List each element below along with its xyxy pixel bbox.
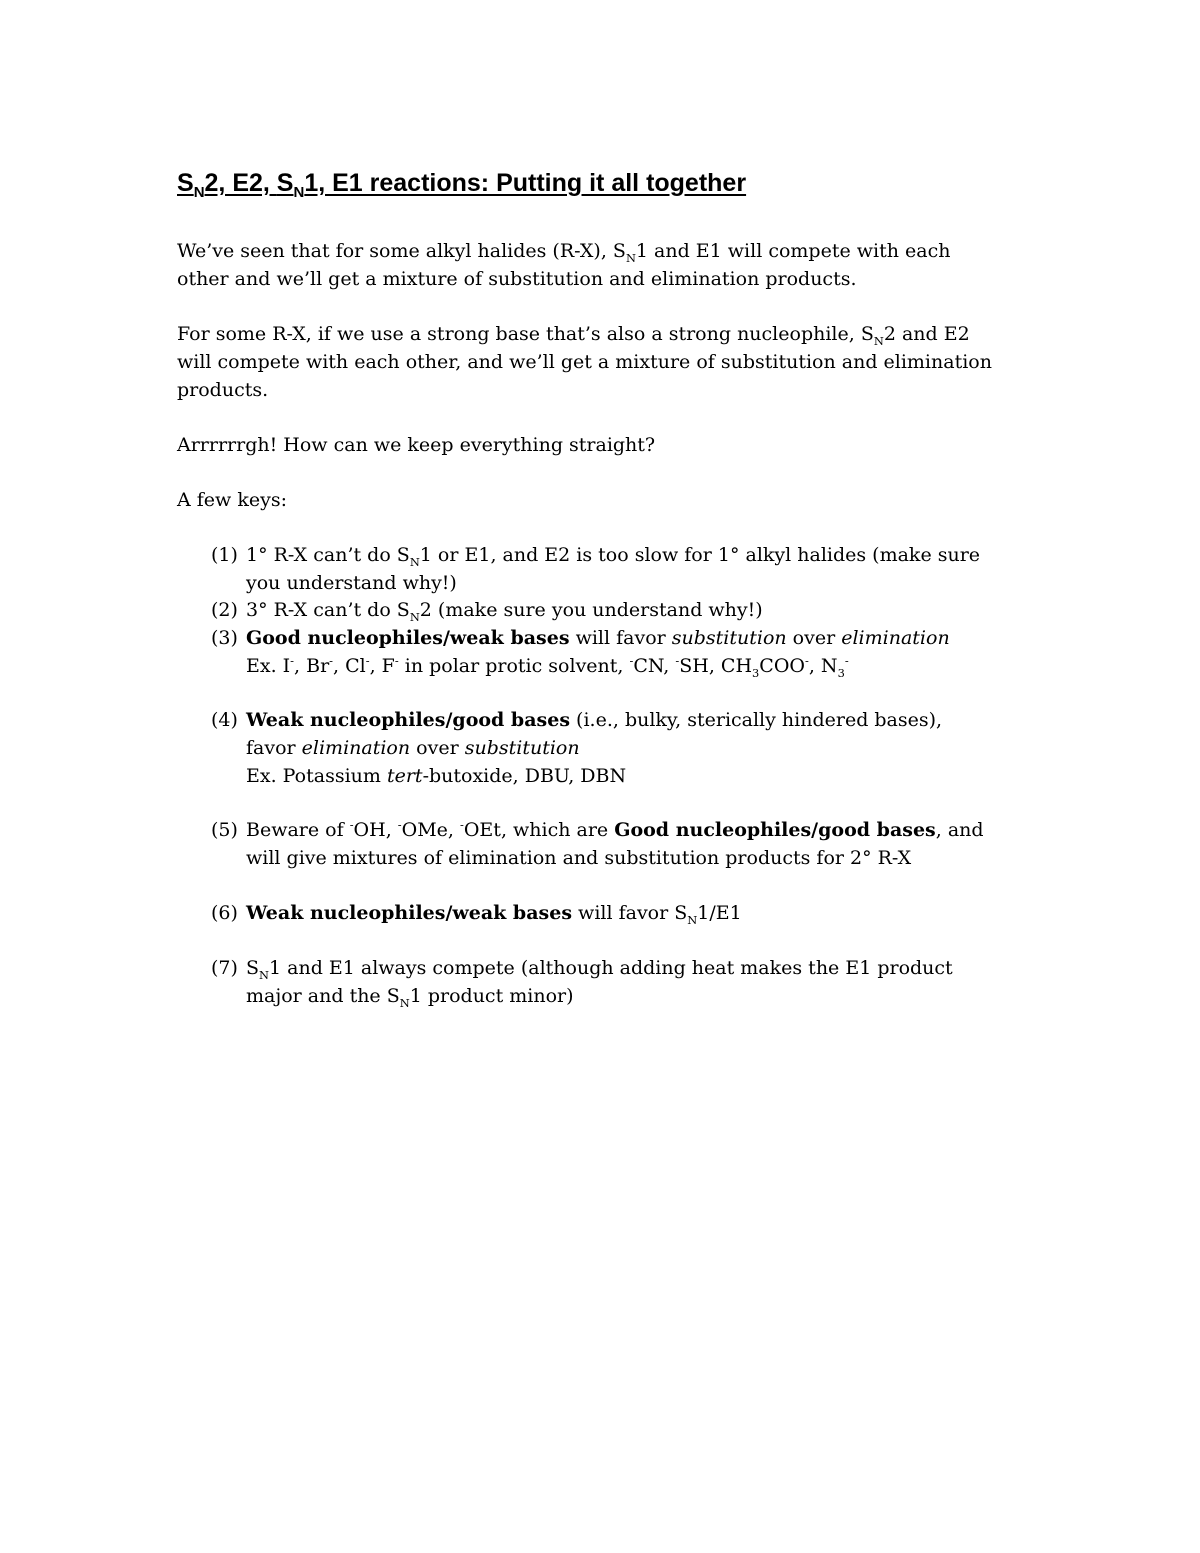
keys-heading: A few keys: bbox=[177, 489, 287, 511]
list-item: (3) Good nucleophiles/weak bases will favor substitution over elimination Ex. I-, Br-, Cl-, F- in polar protic solvent, -CN, -SH, $CH_3COO^-$, $N_3^-$ bbox=[211, 627, 950, 680]
list-item: (5) Beware of -OH, -OMe, -OEt, which are Good nucleophiles/good bases, and will give mixtures of elimination and substitution products for 2° R-X bbox=[211, 817, 984, 869]
page-title: $S_N2$, E2, $S_N1$, E1 reactions: Putting it all together bbox=[177, 169, 747, 201]
list-item: (4) Weak nucleophiles/good bases (i.e., bulky, sterically hindered bases), favor elimination over substitution Ex. Potassium tert-butoxide, DBU, DBN bbox=[211, 709, 943, 787]
list-item: (7) $S_N1$ and E1 always compete (although adding heat makes the E1 product major and the $S_N1$ product minor) bbox=[211, 957, 953, 1010]
intro-paragraph: We’ve seen that for some alkyl halides (R-X), $S_N1$ and E1 will compete with each other and we’ll get a mixture of substitution and elimination products. bbox=[177, 240, 951, 290]
list-item: (1) 1° R-X can’t do $S_N1$ or E1, and E2 is too slow for 1° alkyl halides (make sure you understand why!) bbox=[211, 544, 981, 594]
strong-base-paragraph: For some R-X, if we use a strong base that’s also a strong nucleophile, $S_N2$ and E2 will compete with each other, and we’ll get a mixture of substitution and elimination products. bbox=[177, 323, 992, 401]
frustration-line: Arrrrrrgh! How can we keep everything straight? bbox=[177, 434, 656, 456]
list-item: (2) 3° R-X can’t do $S_N2$ (make sure you understand why!) bbox=[211, 599, 763, 624]
list-item: (6) Weak nucleophiles/weak bases will favor $S_N1/E1$ bbox=[211, 902, 742, 927]
